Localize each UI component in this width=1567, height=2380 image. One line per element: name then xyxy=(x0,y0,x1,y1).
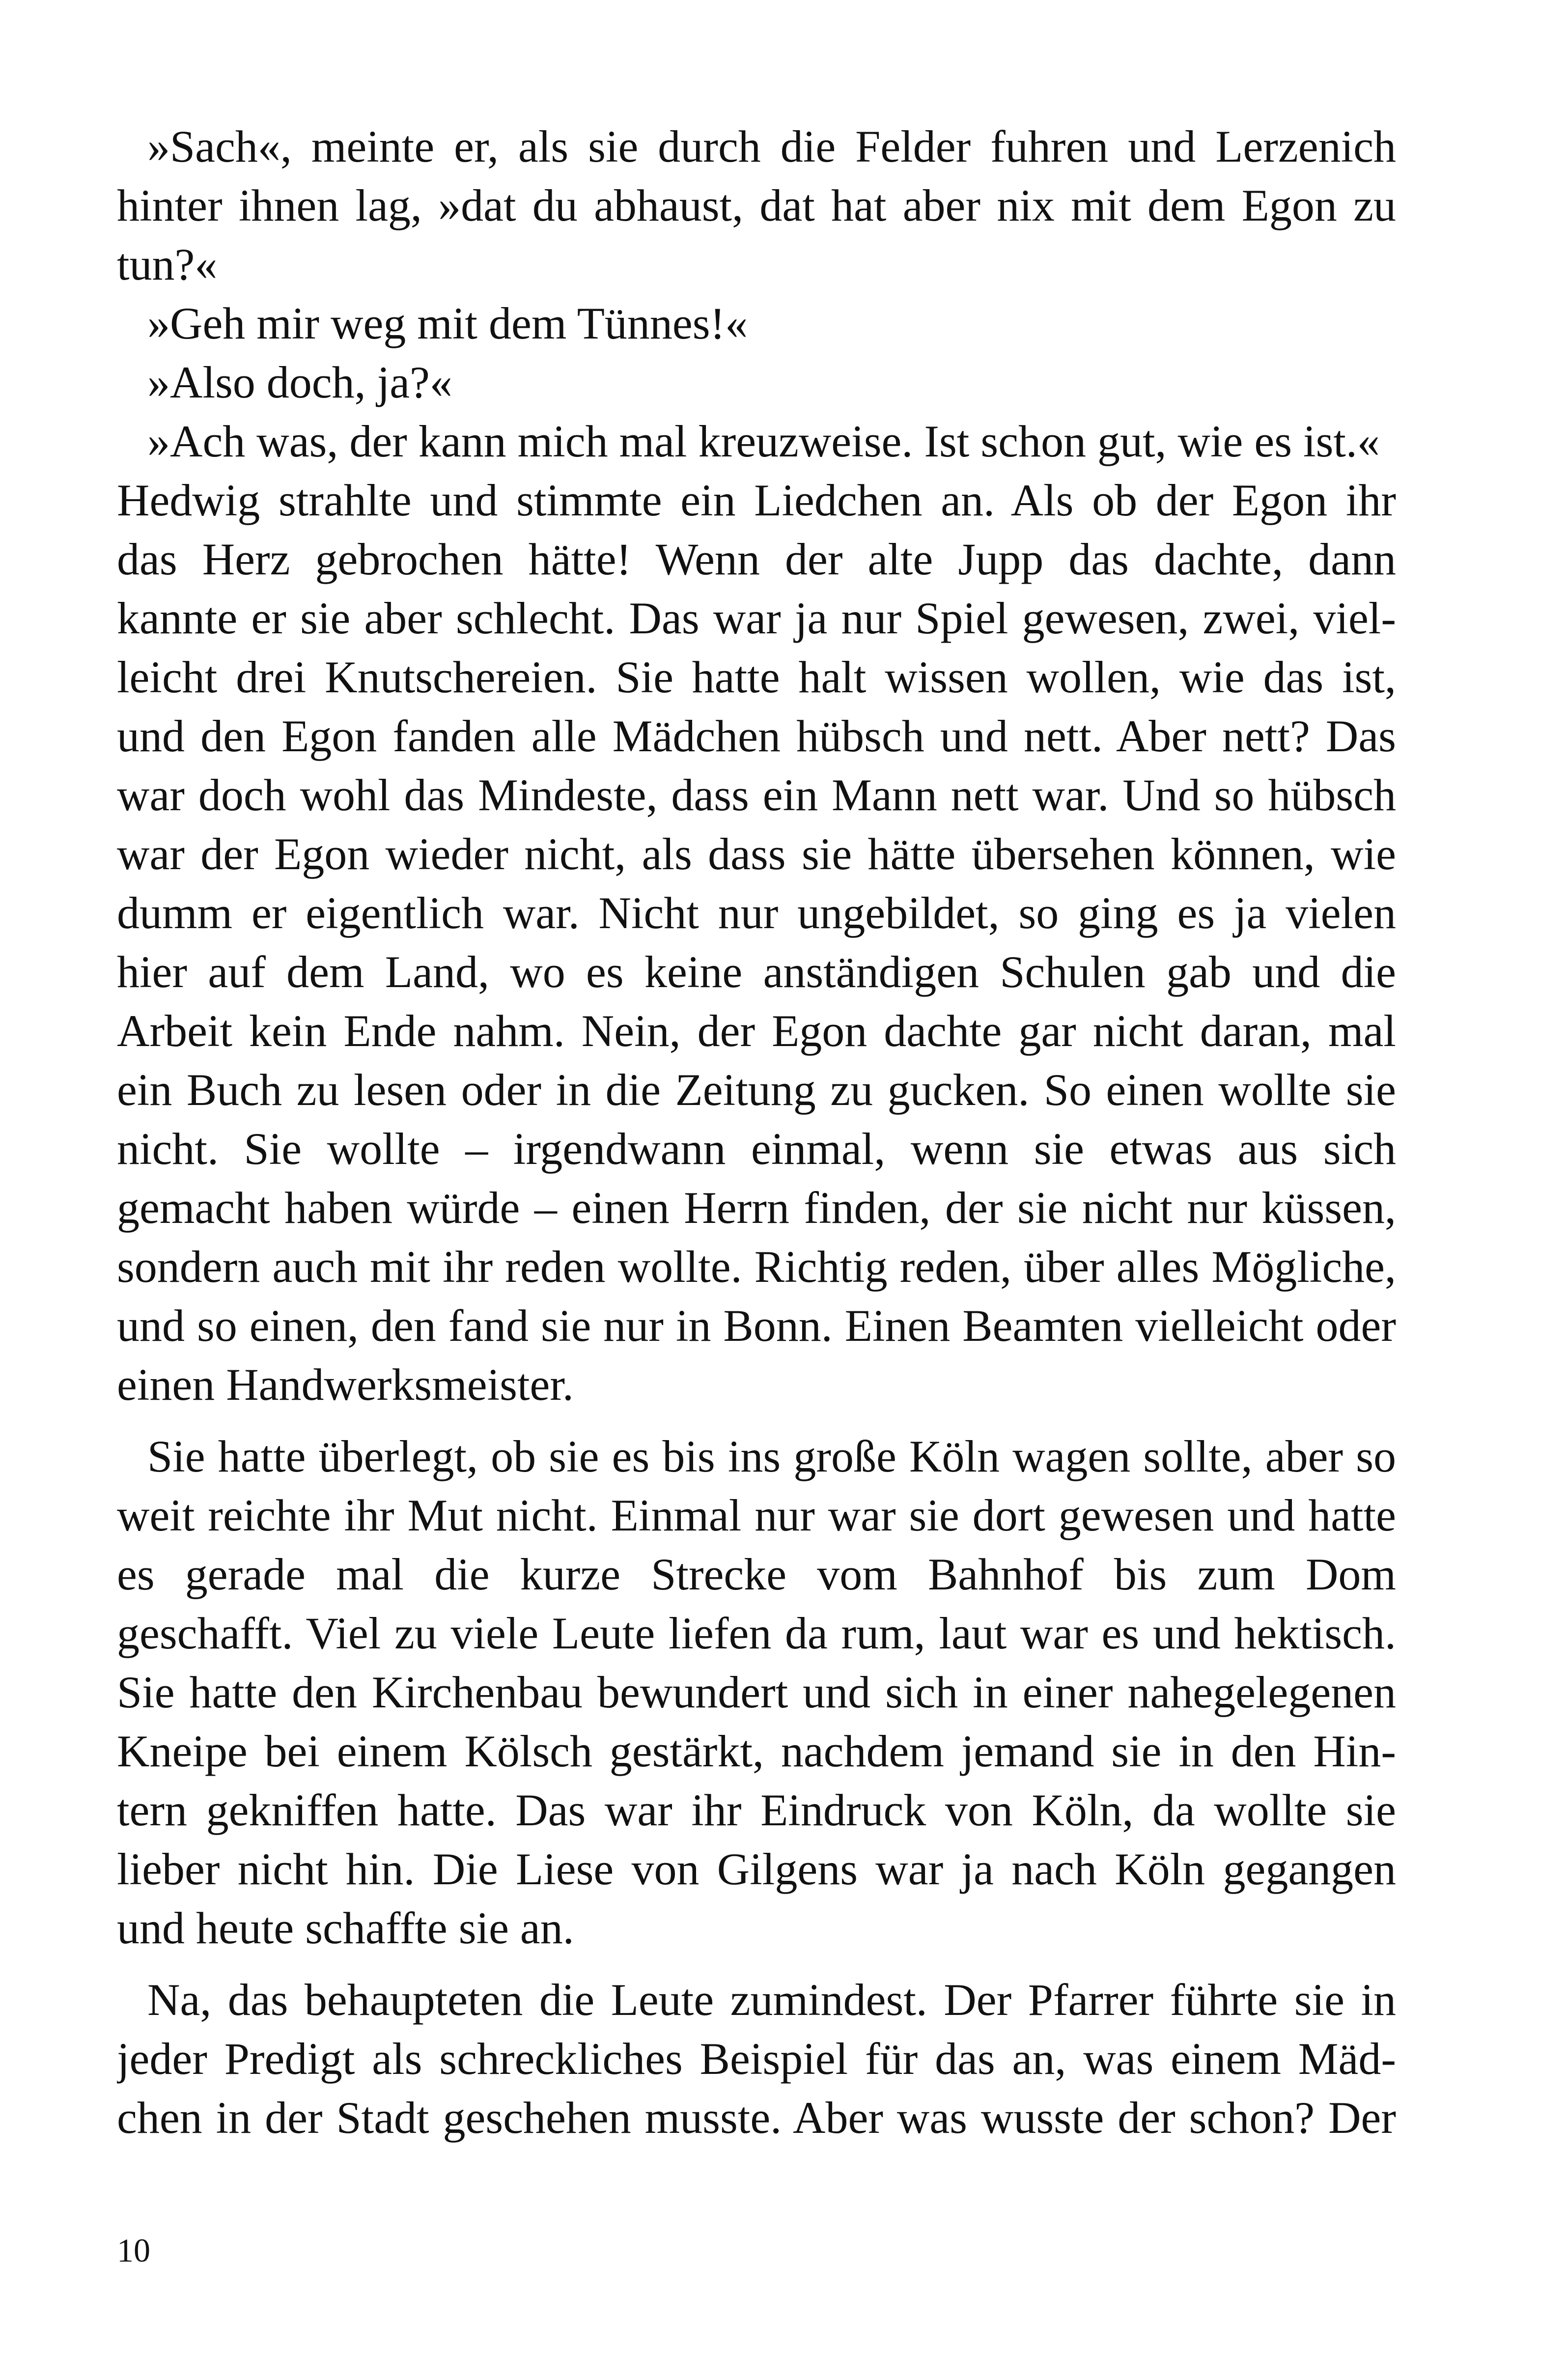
text-line: hier auf dem Land, wo es keine anständigen Schulen gab und die xyxy=(117,947,1396,997)
text-line: einen Handwerksmeister. xyxy=(117,1360,574,1410)
paragraph xyxy=(117,117,1396,294)
text-line: »Ach was, der kann mich mal kreuzweise. Ist schon gut, wie es ist.« xyxy=(147,416,1380,466)
text-line: tern gekniffen hatte. Das war ihr Eindruck von Köln, da wollte sie xyxy=(117,1785,1396,1835)
text-line: und den Egon fanden alle Mädchen hübsch und nett. Aber nett? Das xyxy=(117,711,1396,761)
paragraph xyxy=(117,1970,1396,2147)
text-line: Kneipe bei einem Kölsch gestärkt, nachdem jemand sie in den Hin- xyxy=(117,1726,1396,1776)
text-line: und heute schaffte sie an. xyxy=(117,1903,574,1953)
paragraph xyxy=(117,412,1396,471)
text-line: jeder Predigt als schreckliches Beispiel für das an, was einem Mäd- xyxy=(117,2034,1396,2084)
text-line: gemacht haben würde – einen Herrn finden, der sie nicht nur küssen, xyxy=(117,1183,1396,1233)
text-line: ein Buch zu lesen oder in die Zeitung zu gucken. So einen wollte sie xyxy=(117,1065,1396,1115)
text-line: Arbeit kein Ende nahm. Nein, der Egon dachte gar nicht daran, mal xyxy=(117,1006,1396,1056)
text-line: weit reichte ihr Mut nicht. Einmal nur war sie dort gewesen und hatte xyxy=(117,1490,1396,1540)
text-line: geschafft. Viel zu viele Leute liefen da rum, laut war es und hektisch. xyxy=(117,1608,1396,1658)
paragraph xyxy=(117,1427,1396,1957)
text-line: war doch wohl das Mindeste, dass ein Mann nett war. Und so hübsch xyxy=(117,770,1396,820)
text-line: »Geh mir weg mit dem Tünnes!« xyxy=(147,298,748,348)
text-line: Sie hatte den Kirchenbau bewundert und sich in einer nahegelegenen xyxy=(117,1667,1396,1717)
paragraph xyxy=(117,353,1396,412)
text-line: und so einen, den fand sie nur in Bonn. Einen Beamten vielleicht oder xyxy=(117,1301,1396,1351)
text-line: Na, das behaupteten die Leute zumindest. Der Pfarrer führte sie in xyxy=(147,1975,1396,2025)
text-line: nicht. Sie wollte – irgendwann einmal, wenn sie etwas aus sich xyxy=(117,1124,1396,1174)
text-line: sondern auch mit ihr reden wollte. Richtig reden, über alles Mögliche, xyxy=(117,1242,1396,1292)
text-line: war der Egon wieder nicht, als dass sie hätte übersehen können, wie xyxy=(117,829,1396,879)
paragraph xyxy=(117,294,1396,353)
text-line: chen in der Stadt geschehen musste. Aber was wusste der schon? Der xyxy=(117,2093,1396,2143)
text-line: Hedwig strahlte und stimmte ein Liedchen an. Als ob der Egon ihr xyxy=(117,475,1396,525)
text-line: dumm er eigentlich war. Nicht nur ungebildet, so ging es ja vielen xyxy=(117,888,1396,938)
text-line: hinter ihnen lag, »dat du abhaust, dat hat aber nix mit dem Egon zu xyxy=(117,180,1396,230)
text-line: »Also doch, ja?« xyxy=(147,357,452,407)
text-line: lieber nicht hin. Die Liese von Gilgens war ja nach Köln gegangen xyxy=(117,1844,1396,1894)
text-line: »Sach«, meinte er, als sie durch die Felder fuhren und Lerzenich xyxy=(147,121,1396,171)
text-line: kannte er sie aber schlecht. Das war ja nur Spiel gewesen, zwei, viel- xyxy=(117,593,1396,643)
paragraph xyxy=(117,471,1396,1414)
text-line: es gerade mal die kurze Strecke vom Bahnhof bis zum Dom xyxy=(117,1549,1396,1599)
text-line: tun?« xyxy=(117,239,218,289)
text-line: leicht drei Knutschereien. Sie hatte halt wissen wollen, wie das ist, xyxy=(117,652,1396,702)
text-line: Sie hatte überlegt, ob sie es bis ins große Köln wagen sollte, aber so xyxy=(147,1431,1396,1481)
page-number: 10 xyxy=(117,2232,150,2269)
text-line: das Herz gebrochen hätte! Wenn der alte Jupp das dachte, dann xyxy=(117,534,1396,584)
body-text xyxy=(117,117,1396,2147)
